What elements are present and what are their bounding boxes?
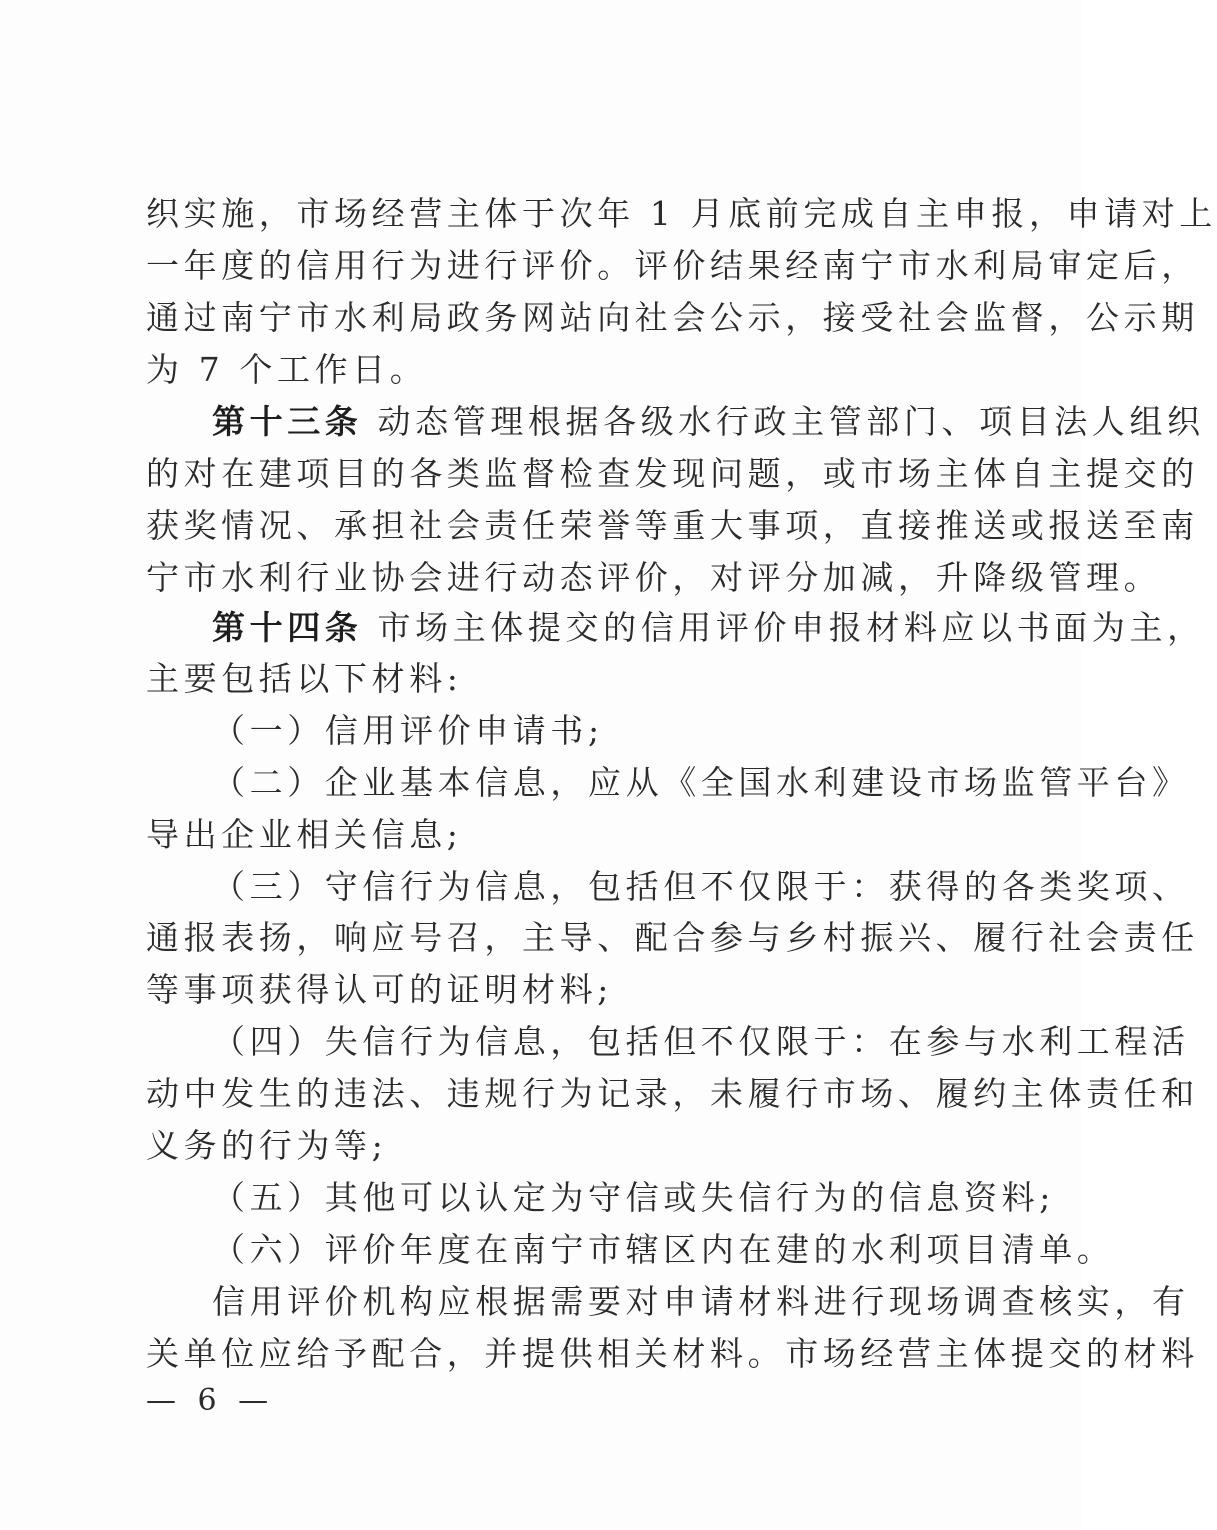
list-item-4-continued: 义务的行为等;	[146, 1126, 388, 1165]
list-item-4: （四）失信行为信息，包括但不仅限于：在参与水利工程活	[212, 1022, 1190, 1061]
article-14-first-line	[212, 608, 1205, 648]
list-item-3-continued: 等事项获得认可的证明材料;	[146, 970, 613, 1009]
body-line: 织实施，市场经营主体于次年 1 月底前完成自主申报，申请对上	[146, 194, 1217, 233]
closing-paragraph: 信用评价机构应根据需要对申请材料进行现场调查核实，有	[212, 1282, 1190, 1321]
body-line: 的对在建项目的各类监督检查发现问题，或市场主体自主提交的	[146, 454, 1199, 493]
page-number: — 6 —	[146, 1383, 275, 1418]
list-item-6: （六）评价年度在南宁市辖区内在建的水利项目清单。	[212, 1230, 1115, 1269]
article-13-text: 动态管理根据各级水行政主管部门、项目法人组织	[377, 402, 1205, 441]
body-line: 宁市水利行业协会进行动态评价，对评分加减，升降级管理。	[146, 558, 1162, 597]
body-line: 主要包括以下材料:	[146, 659, 463, 698]
list-item-1: （一）信用评价申请书;	[212, 711, 604, 750]
body-line: 通过南宁市水利局政务网站向社会公示，接受社会监督，公示期	[146, 298, 1199, 337]
article-13-heading: 第十三条	[212, 402, 363, 441]
body-line: 获奖情况、承担社会责任荣誉等重大事项，直接推送或报送至南	[146, 506, 1199, 545]
list-item-3: （三）守信行为信息，包括但不仅限于：获得的各类奖项、	[212, 867, 1190, 906]
list-item-4-continued: 动中发生的违法、违规行为记录，未履行市场、履约主体责任和	[146, 1074, 1199, 1113]
article-14-heading: 第十四条	[212, 608, 363, 647]
list-item-2: （二）企业基本信息，应从《全国水利建设市场监管平台》	[212, 763, 1190, 802]
article-13-first-line	[212, 402, 1205, 442]
list-item-2-continued: 导出企业相关信息;	[146, 815, 463, 854]
closing-paragraph-continued: 关单位应给予配合，并提供相关材料。市场经营主体提交的材料	[146, 1334, 1199, 1373]
body-line: 为 7 个工作日。	[146, 350, 428, 389]
list-item-5: （五）其他可以认定为守信或失信行为的信息资料;	[212, 1178, 1055, 1217]
article-14-text: 市场主体提交的信用评价申报材料应以书面为主，	[377, 608, 1205, 647]
list-item-3-continued: 通报表扬，响应号召，主导、配合参与乡村振兴、履行社会责任	[146, 918, 1199, 957]
body-line: 一年度的信用行为进行评价。评价结果经南宁市水利局审定后，	[146, 246, 1199, 285]
